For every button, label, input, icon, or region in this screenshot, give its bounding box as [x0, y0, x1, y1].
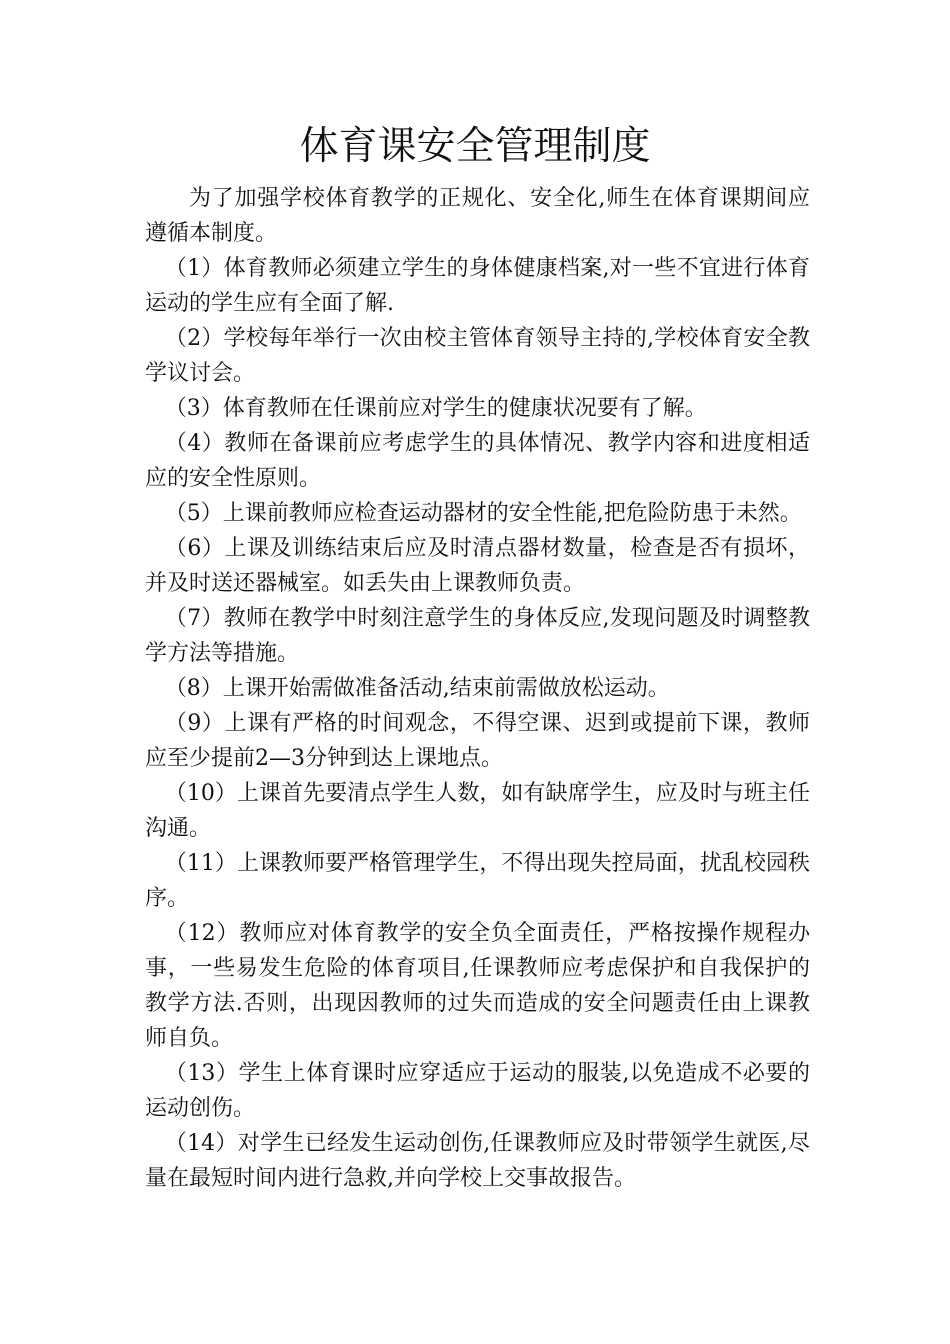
rule-item-14: （14）对学生已经发生运动创伤,任课教师应及时带领学生就医,尽量在最短时间内进行急救,并向学校上交事故报告。 [145, 1131, 810, 1191]
intro-paragraph: 为了加强学校体育教学的正规化、安全化,师生在体育课期间应遵循本制度。 [145, 186, 810, 246]
rule-item-11: （11）上课教师要严格管理学生，不得出现失控局面，扰乱校园秩序。 [145, 851, 810, 911]
document-body [145, 181, 810, 1196]
document-title: 体育课安全管理制度 [299, 124, 651, 169]
rule-item-6: （6）上课及训练结束后应及时清点器材数量，检查是否有损坏，并及时送还器械室。如丢失由上课教师负责。 [145, 536, 810, 596]
rule-item-1: （1）体育教师必须建立学生的身体健康档案,对一些不宜进行体育运动的学生应有全面了解. [145, 256, 810, 316]
rule-item-10: （10）上课首先要清点学生人数，如有缺席学生，应及时与班主任沟通。 [145, 781, 810, 841]
rule-item-8: （8）上课开始需做准备活动,结束前需做放松运动。 [164, 676, 670, 701]
rule-item-3: （3）体育教师在任课前应对学生的健康状况要有了解。 [164, 396, 707, 421]
rule-item-2: （2）学校每年举行一次由校主管体育领导主持的,学校体育安全教学议讨会。 [145, 326, 810, 386]
rule-item-13: （13）学生上体育课时应穿适应于运动的服装,以免造成不必要的运动创伤。 [145, 1061, 810, 1121]
rule-item-7: （7）教师在教学中时刻注意学生的身体反应,发现问题及时调整教学方法等措施。 [145, 606, 810, 666]
rule-item-12: （12）教师应对体育教学的安全负全面责任，严格按操作规程办事，一些易发生危险的体育项目,任课教师应考虑保护和自我保护的教学方法.否则，出现因教师的过失而造成的安全问题责任由上课教师自负。 [145, 921, 810, 1051]
rule-item-9: （9）上课有严格的时间观念，不得空课、迟到或提前下课，教师应至少提前2—3分钟到达上课地点。 [145, 711, 810, 771]
rule-item-5: （5）上课前教师应检查运动器材的安全性能,把危险防患于未然。 [164, 501, 802, 526]
rule-item-4: （4）教师在备课前应考虑学生的具体情况、教学内容和进度相适应的安全性原则。 [145, 431, 810, 491]
